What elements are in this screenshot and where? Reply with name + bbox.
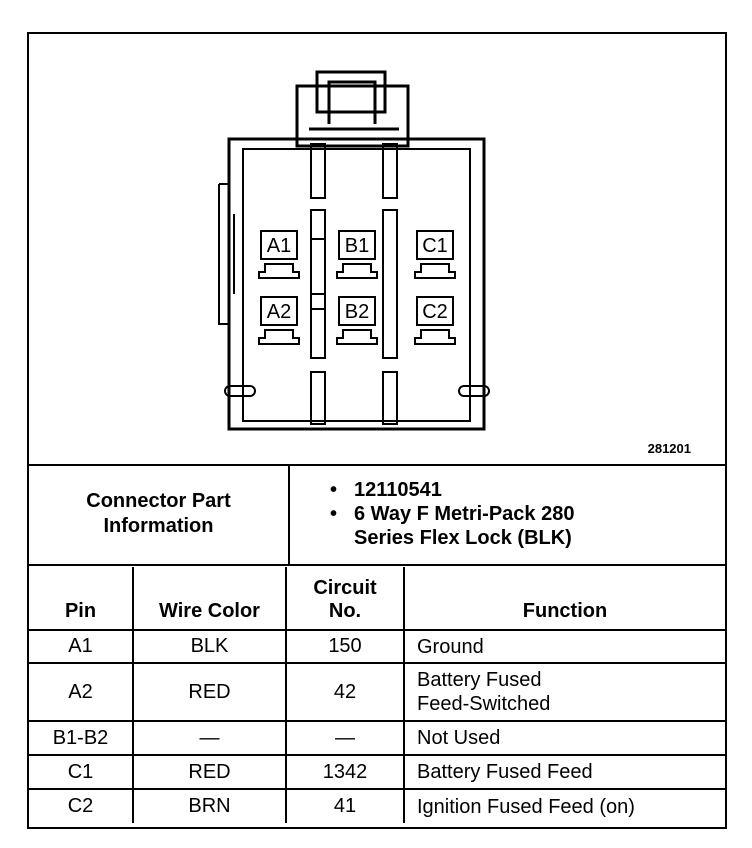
connector-part-label-line2: Information: [103, 515, 214, 537]
cell-circuit: 41: [286, 789, 404, 823]
cell-function-line1: Battery Fused: [417, 669, 542, 691]
cell-function-line2: Feed-Switched: [417, 693, 551, 715]
cell-function: Battery Fused Feed: [404, 755, 725, 789]
cell-pin: B1-B2: [29, 721, 133, 755]
pin-table: [29, 567, 725, 823]
cavity-label-c2: C2: [422, 301, 448, 323]
cell-wire-color: BRN: [133, 789, 286, 823]
header-wire-color: Wire Color: [133, 567, 286, 630]
part-description-line2: Series Flex Lock (BLK): [354, 527, 572, 549]
cell-pin: A2: [29, 663, 133, 721]
cell-circuit: —: [286, 721, 404, 755]
connector-latch-outer: [297, 86, 408, 146]
connector-part-values: [289, 464, 725, 565]
connector-drawing: [29, 34, 725, 464]
cavity-label-b1: B1: [344, 235, 370, 257]
cell-function: [404, 663, 725, 721]
cell-pin: C2: [29, 789, 133, 823]
cell-pin: C1: [29, 755, 133, 789]
cell-circuit: 1342: [286, 755, 404, 789]
connector-latch-inner: [329, 82, 375, 124]
table-row: [29, 721, 725, 755]
connector-body: [229, 139, 484, 429]
header-pin: Pin: [29, 567, 133, 630]
cell-wire-color: RED: [133, 755, 286, 789]
cavity-label-b2: B2: [344, 301, 370, 323]
connector-body-inner: [243, 149, 470, 421]
figure-id: 281201: [647, 441, 691, 456]
part-number: • 12110541: [330, 478, 725, 502]
connector-info-table: [29, 464, 725, 566]
table-row: [29, 663, 725, 721]
header-circuit-line1: Circuit: [313, 577, 377, 599]
connector-figure: [29, 34, 725, 466]
part-description-line1: • 6 Way F Metri-Pack 280: [330, 502, 725, 526]
header-circuit-line2: No.: [328, 600, 362, 622]
header-circuit: [286, 567, 404, 630]
cavity-label-a2: A2: [266, 301, 292, 323]
table-row: [29, 755, 725, 789]
cell-function: Ground: [404, 630, 725, 663]
header-function: Function: [404, 567, 725, 630]
cavity-label-a1: A1: [266, 235, 292, 257]
table-row: [29, 789, 725, 823]
cell-circuit: 150: [286, 630, 404, 663]
cell-wire-color: BLK: [133, 630, 286, 663]
cell-circuit: 42: [286, 663, 404, 721]
cavity-label-c1: C1: [422, 235, 448, 257]
connector-document: [27, 32, 727, 829]
table-row: [29, 630, 725, 663]
cell-wire-color: —: [133, 721, 286, 755]
cell-function: Not Used: [404, 721, 725, 755]
cell-function: Ignition Fused Feed (on): [404, 789, 725, 823]
cell-pin: A1: [29, 630, 133, 663]
connector-part-label: [29, 464, 289, 565]
connector-part-label-line1: Connector Part: [86, 490, 231, 512]
cell-wire-color: RED: [133, 663, 286, 721]
